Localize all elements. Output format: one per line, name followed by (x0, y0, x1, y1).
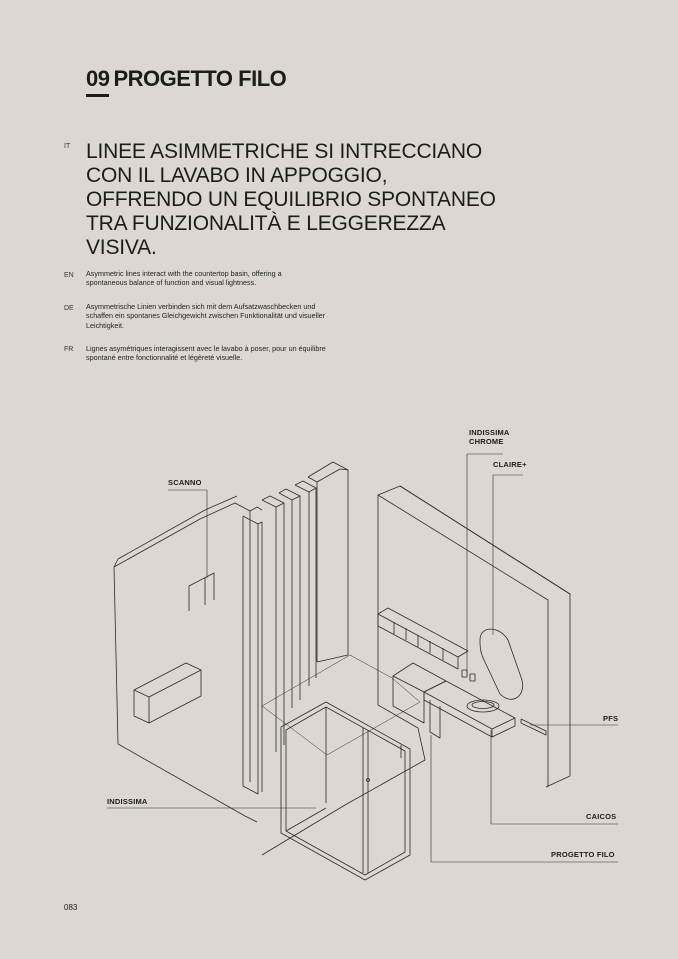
pfs-towel-rail (521, 719, 546, 735)
label-indissima: INDISSIMA (107, 797, 148, 806)
claire-mirror (480, 629, 523, 699)
floor-outline (118, 744, 257, 822)
lang-code-de: DE (64, 305, 74, 312)
scanno-bench (134, 663, 201, 723)
indissima-shower (281, 702, 410, 880)
label-progetto-filo: PROGETTO FILO (551, 850, 615, 859)
chapter-title: PROGETTO FILO (113, 66, 287, 91)
label-indissima-chrome: INDISSIMA CHROME (469, 428, 510, 446)
french-text: Lignes asymétriques interagissent avec le lavabo à poser, pour un équilibre spontané entre fonctionnalité et légèreté visuelle. (86, 344, 326, 363)
label-scanno: SCANNO (168, 478, 202, 487)
italian-headline: LINEE ASIMMETRICHE SI INTRECCIANO CON IL LAVABO IN APPOGGIO, OFFRENDO UN EQUILIBRIO SPONTANEO TRA FUNZIONALITÀ E LEGGEREZZA VISIVA. (86, 140, 496, 259)
label-caicos: CAICOS (586, 812, 617, 821)
callout-lines (107, 454, 618, 862)
lang-code-en: EN (64, 272, 74, 279)
faucet (462, 670, 475, 681)
chapter-number: 09 (86, 66, 110, 91)
right-wall (378, 486, 570, 787)
label-pfs: PFS (603, 714, 619, 723)
slat-panels (243, 462, 348, 794)
label-claire: CLAIRE+ (493, 460, 527, 469)
wall-niche (189, 573, 214, 611)
progetto-filo-vanity (393, 663, 515, 738)
wall-shelf (378, 608, 468, 669)
page-number: 083 (64, 903, 78, 912)
lang-code-fr: FR (64, 346, 74, 353)
left-wall (114, 496, 250, 782)
german-text: Asymmetrische Linien verbinden sich mit dem Aufsatzwaschbecken und schaffen ein spontanes Gleichgewicht zwischen Funktionalität und visueller Leichtigkeit. (86, 302, 326, 330)
english-text: Asymmetric lines interact with the countertop basin, offering a spontaneous balance of function and visual lightness. (86, 269, 282, 288)
lang-code-it: IT (64, 143, 71, 150)
